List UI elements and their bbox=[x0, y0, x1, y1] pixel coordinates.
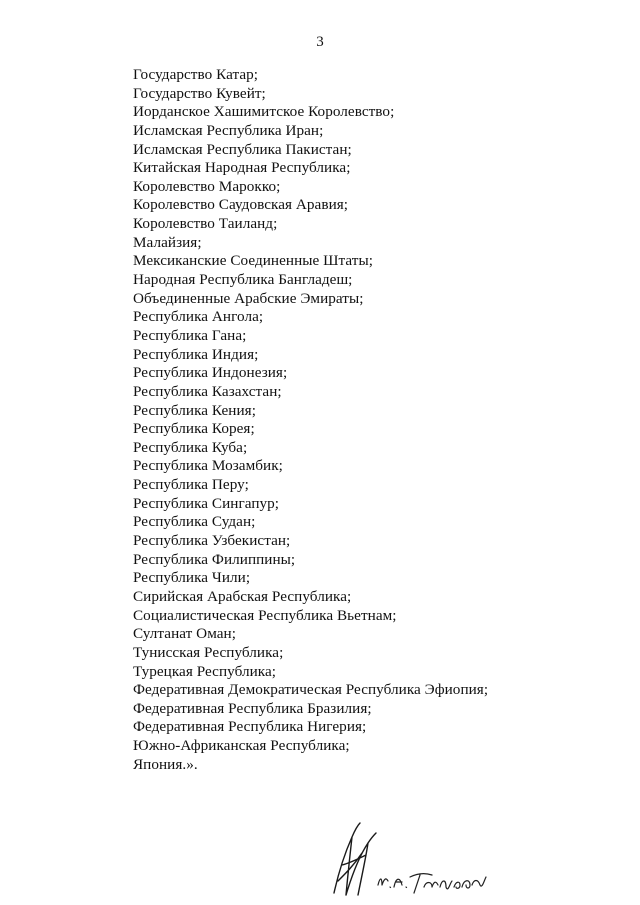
list-item: Республика Узбекистан; bbox=[133, 532, 291, 550]
list-item: Мексиканские Соединенные Штаты; bbox=[133, 252, 373, 270]
list-item: Государство Катар; bbox=[133, 66, 259, 83]
list-item: Федеративная Демократическая Республика Эфиопия; bbox=[133, 681, 489, 699]
list-item: Республика Мозамбик; bbox=[133, 457, 283, 475]
list-item: Япония.». bbox=[133, 755, 198, 773]
list-item: Республика Кения; bbox=[133, 401, 256, 419]
list-item: Федеративная Республика Бразилия; bbox=[133, 699, 372, 717]
signature-mark bbox=[334, 823, 376, 895]
signature-name-scribble bbox=[378, 874, 486, 893]
list-item: Социалистическая Республика Вьетнам; bbox=[133, 606, 397, 624]
list-item: Республика Филиппины; bbox=[133, 550, 296, 568]
list-item: Турецкая Республика; bbox=[133, 662, 277, 680]
list-item: Республика Индонезия; bbox=[133, 364, 288, 382]
list-item: Республика Куба; bbox=[133, 438, 248, 456]
list-item: Иорданское Хашимитское Королевство; bbox=[133, 103, 395, 121]
list-item: Республика Чили; bbox=[133, 569, 251, 587]
list-item: Тунисская Республика; bbox=[133, 643, 284, 661]
page-number: 3 bbox=[316, 34, 324, 50]
list-item: Султанат Оман; bbox=[133, 625, 236, 643]
list-item: Народная Республика Бангладеш; bbox=[133, 271, 353, 289]
list-item: Республика Перу; bbox=[133, 476, 249, 494]
list-item: Сирийская Арабская Республика; bbox=[133, 587, 352, 605]
list-item: Королевство Таиланд; bbox=[133, 215, 278, 233]
list-item: Исламская Республика Пакистан; bbox=[133, 140, 352, 158]
list-item: Республика Сингапур; bbox=[133, 494, 280, 512]
list-item: Китайская Народная Республика; bbox=[133, 159, 351, 177]
signature-drawing bbox=[322, 815, 522, 900]
list-item: Королевство Марокко; bbox=[133, 177, 281, 195]
list-item: Республика Ангола; bbox=[133, 308, 264, 326]
list-item: Южно-Африканская Республика; bbox=[133, 737, 350, 755]
list-item: Государство Кувейт; bbox=[133, 84, 266, 102]
list-item: Республика Корея; bbox=[133, 420, 255, 438]
handwritten-signature bbox=[322, 815, 522, 900]
list-item: Республика Казахстан; bbox=[133, 382, 282, 400]
list-item: Объединенные Арабские Эмираты; bbox=[133, 289, 364, 307]
list-item: Республика Гана; bbox=[133, 326, 247, 344]
list-item: Королевство Саудовская Аравия; bbox=[133, 196, 349, 214]
list-item: Федеративная Республика Нигерия; bbox=[133, 718, 367, 736]
list-item: Республика Индия; bbox=[133, 345, 259, 363]
list-item: Исламская Республика Иран; bbox=[133, 121, 324, 139]
country-list bbox=[133, 66, 488, 774]
list-item: Малайзия; bbox=[133, 233, 202, 251]
list-item: Республика Судан; bbox=[133, 513, 256, 531]
